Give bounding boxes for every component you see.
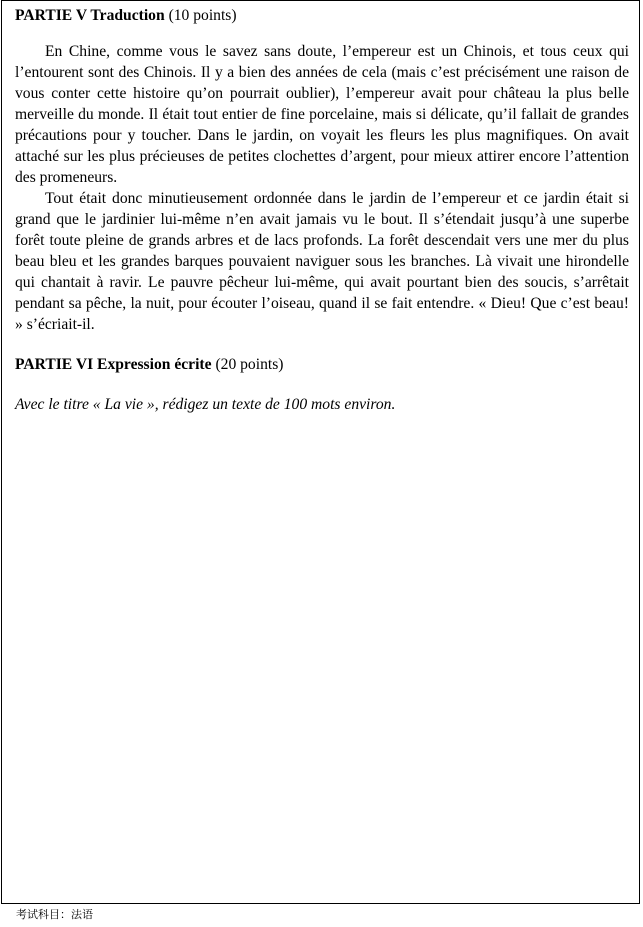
part5-heading bbox=[15, 5, 629, 26]
exam-subject-footer: 考试科目：法语 bbox=[16, 908, 93, 921]
part5-title: PARTIE V Traduction bbox=[15, 7, 165, 24]
part6-heading bbox=[15, 354, 629, 375]
part6-title: PARTIE VI Expression écrite bbox=[15, 356, 212, 373]
part6-points: (20 points) bbox=[215, 356, 284, 373]
exam-content bbox=[15, 5, 629, 415]
part6-instruction: Avec le titre « La vie », rédigez un texte de 100 mots environ. bbox=[15, 396, 396, 413]
part5-paragraph-2: Tout était donc minutieusement ordonnée dans le jardin de l’empereur et ce jardin était si grand que le jardinier lui-même n’en avait jamais vu le bout. Il s’étendait jusqu’à une superbe forêt toute pleine de grands arbres et de lacs profonds. La forêt descendait vers une mer du plus beau bleu et les grandes barques pouvaient naviguer sous les branches. Là vivait une hirondelle qui chantait à ravir. Le pauvre pêcheur lui-même, qui avait pourtant bien des soucis, s’arrêtait pendant sa pêche, la nuit, pour écouter l’oiseau, quand il se fait entendre. « Dieu! Que c’est beau! » s’écriait-il. bbox=[15, 190, 629, 333]
part5-points: (10 points) bbox=[168, 7, 237, 24]
part5-paragraph-1: En Chine, comme vous le savez sans doute, l’empereur est un Chinois, et tous ceux qui l’entourent sont des Chinois. Il y a bien des années de cela (mais c’est précisément une raison de vous conter cette histoire qu’on pourrait oublier), l’empereur avait pour château la plus belle merveille du monde. Il était tout entier de fine porcelaine, mais si délicate, qu’il fallait de grandes précautions pour y toucher. Dans le jardin, on voyait les fleurs les plus magnifiques. On avait attaché sur les plus précieuses de petites clochettes d’argent, pour mieux attirer encore l’attention des promeneurs. bbox=[15, 43, 629, 186]
